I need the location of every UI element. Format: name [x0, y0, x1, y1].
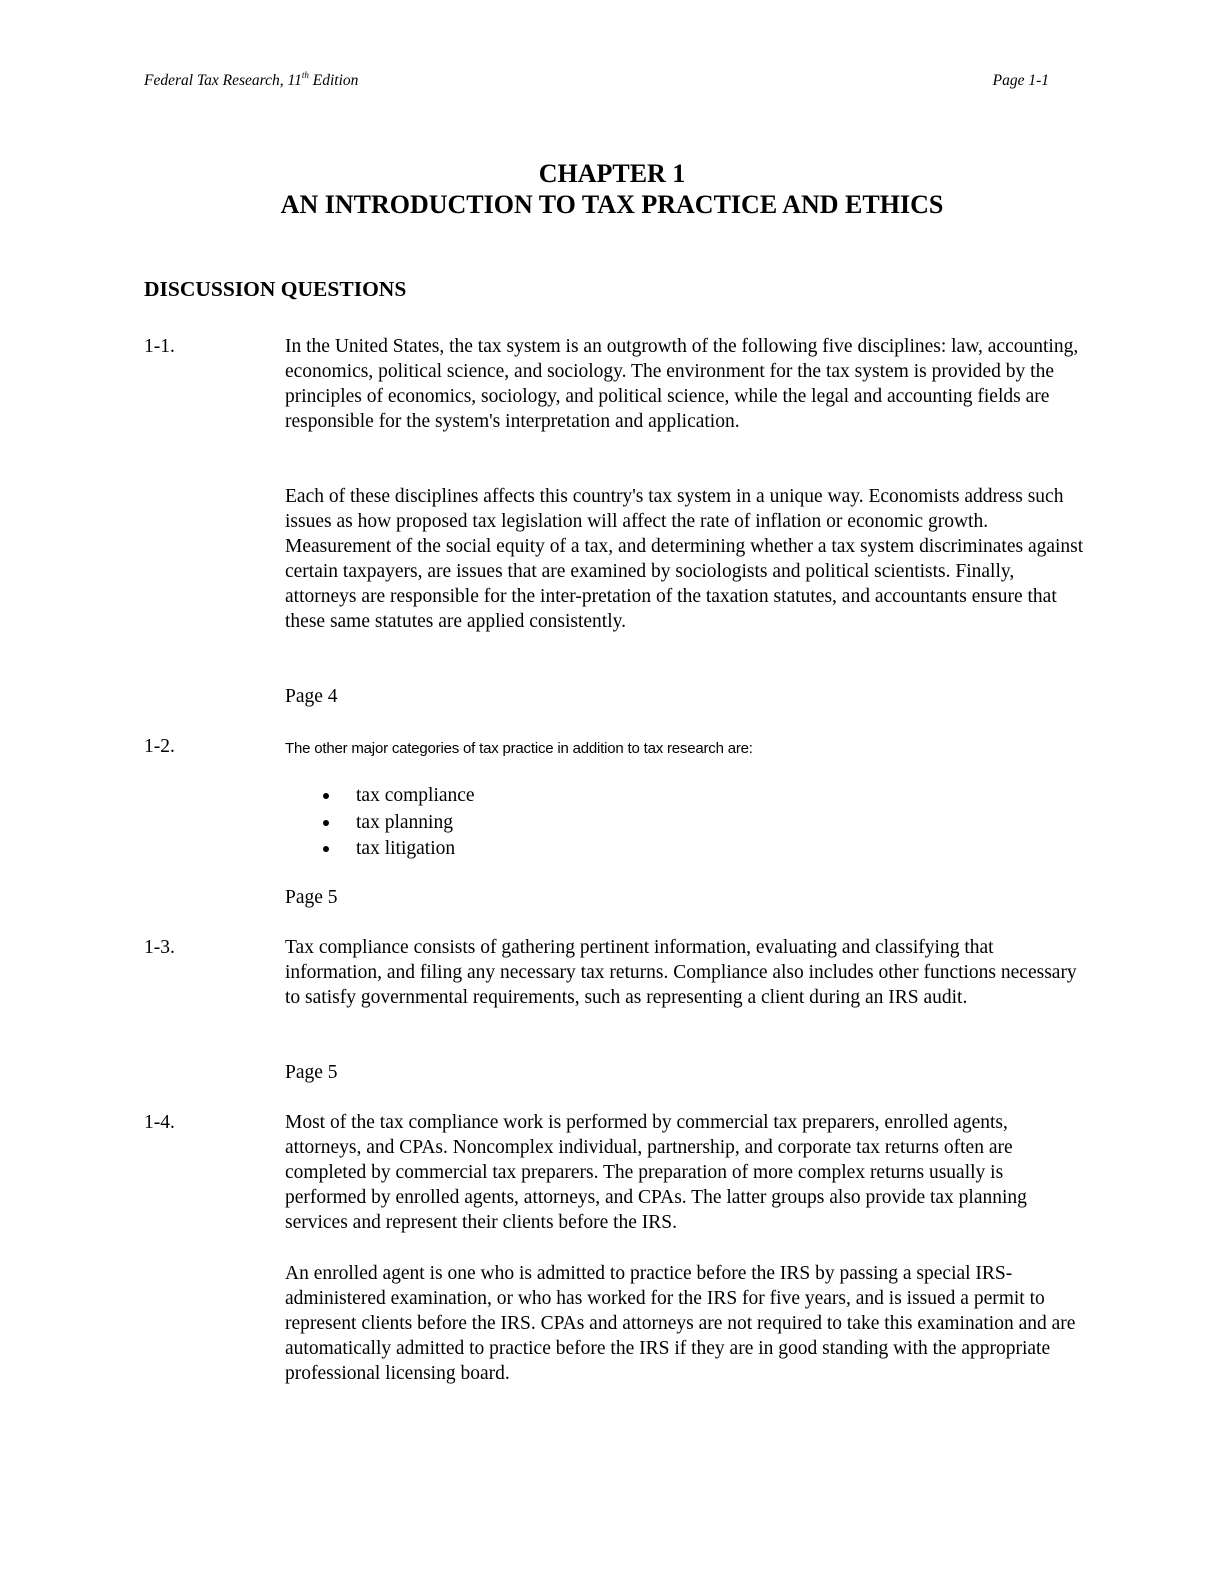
- book-title-superscript: th: [301, 70, 309, 80]
- bullet-icon: [323, 820, 329, 826]
- answer-1-2-paragraph-1: The other major categories of tax practice in addition to tax research are:: [285, 740, 753, 757]
- running-header-page-label: Page 1-1: [992, 72, 1049, 89]
- page-reference-1-3: Page 5: [285, 1062, 338, 1083]
- book-title-prefix: Federal Tax Research, 11: [144, 72, 302, 89]
- bullet-text: tax planning: [356, 811, 453, 833]
- question-number-1-3: 1-3.: [144, 937, 175, 958]
- page-reference-1-2: Page 5: [285, 887, 338, 908]
- answer-1-2-bullet-list: [320, 783, 475, 863]
- book-title-suffix: Edition: [308, 72, 359, 89]
- question-number-1-1: 1-1.: [144, 336, 175, 357]
- running-header-book-title: [144, 72, 358, 90]
- bullet-text: tax compliance: [356, 785, 475, 806]
- chapter-number: CHAPTER 1: [538, 159, 686, 188]
- page-reference-1-1: Page 4: [285, 686, 338, 707]
- answer-1-4-paragraph-2: An enrolled agent is one who is admitted to practice before the IRS by passing a special IRS-administered examination, or who has worked for the IRS for five years, and is issued a permit to represent clients before the IRS. CPAs and attorneys are not required to take this examination and are automatically admitted to practice before the IRS if they are in good standing with the appropriate professional licensing board.: [285, 1263, 1076, 1384]
- bullet-icon: [323, 846, 329, 852]
- bullet-icon: [323, 793, 329, 799]
- answer-1-4-paragraph-1: Most of the tax compliance work is performed by commercial tax preparers, enrolled agents, attorneys, and CPAs. Noncomplex individual, partnership, and corporate tax returns often are completed by commercial tax preparers. The preparation of more complex returns usually is performed by enrolled agents, attorneys, and CPAs. The latter groups also provide tax planning services and represent their clients before the IRS.: [285, 1112, 1027, 1233]
- answer-1-3-paragraph-1: Tax compliance consists of gathering pertinent information, evaluating and classifying that information, and filing any necessary tax returns. Compliance also includes other functions necessary to satisfy governmental requirements, such as representing a client during an IRS audit.: [285, 937, 1077, 1008]
- bullet-text: tax litigation: [356, 838, 456, 859]
- answer-1-1-paragraph-1: In the United States, the tax system is an outgrowth of the following five disciplines: law, accounting, economics, political science, and sociology. The environment for the tax system is provided by the principles of economics, sociology, and political science, while the legal and accounting fields are responsible for the system's interpretation and application.: [285, 336, 1079, 432]
- chapter-title: AN INTRODUCTION TO TAX PRACTICE AND ETHICS: [280, 190, 944, 219]
- list-item: [320, 783, 475, 810]
- question-number-1-4: 1-4.: [144, 1112, 175, 1133]
- section-heading: DISCUSSION QUESTIONS: [144, 277, 407, 301]
- answer-1-1-paragraph-2: Each of these disciplines affects this country's tax system in a unique way. Economists address such issues as how proposed tax legislation will affect the rate of inflation or economic growth. Measurement of the social equity of a tax, and determining whether a tax system discriminates against certain taxpayers, are issues that are examined by sociologists and political scientists. Finally, attorneys are responsible for the inter-pretation of the taxation statutes, and accountants ensure that these same statutes are applied consistently.: [285, 486, 1084, 632]
- list-item: [320, 810, 475, 837]
- list-item: [320, 836, 475, 863]
- question-number-1-2: 1-2.: [144, 736, 175, 757]
